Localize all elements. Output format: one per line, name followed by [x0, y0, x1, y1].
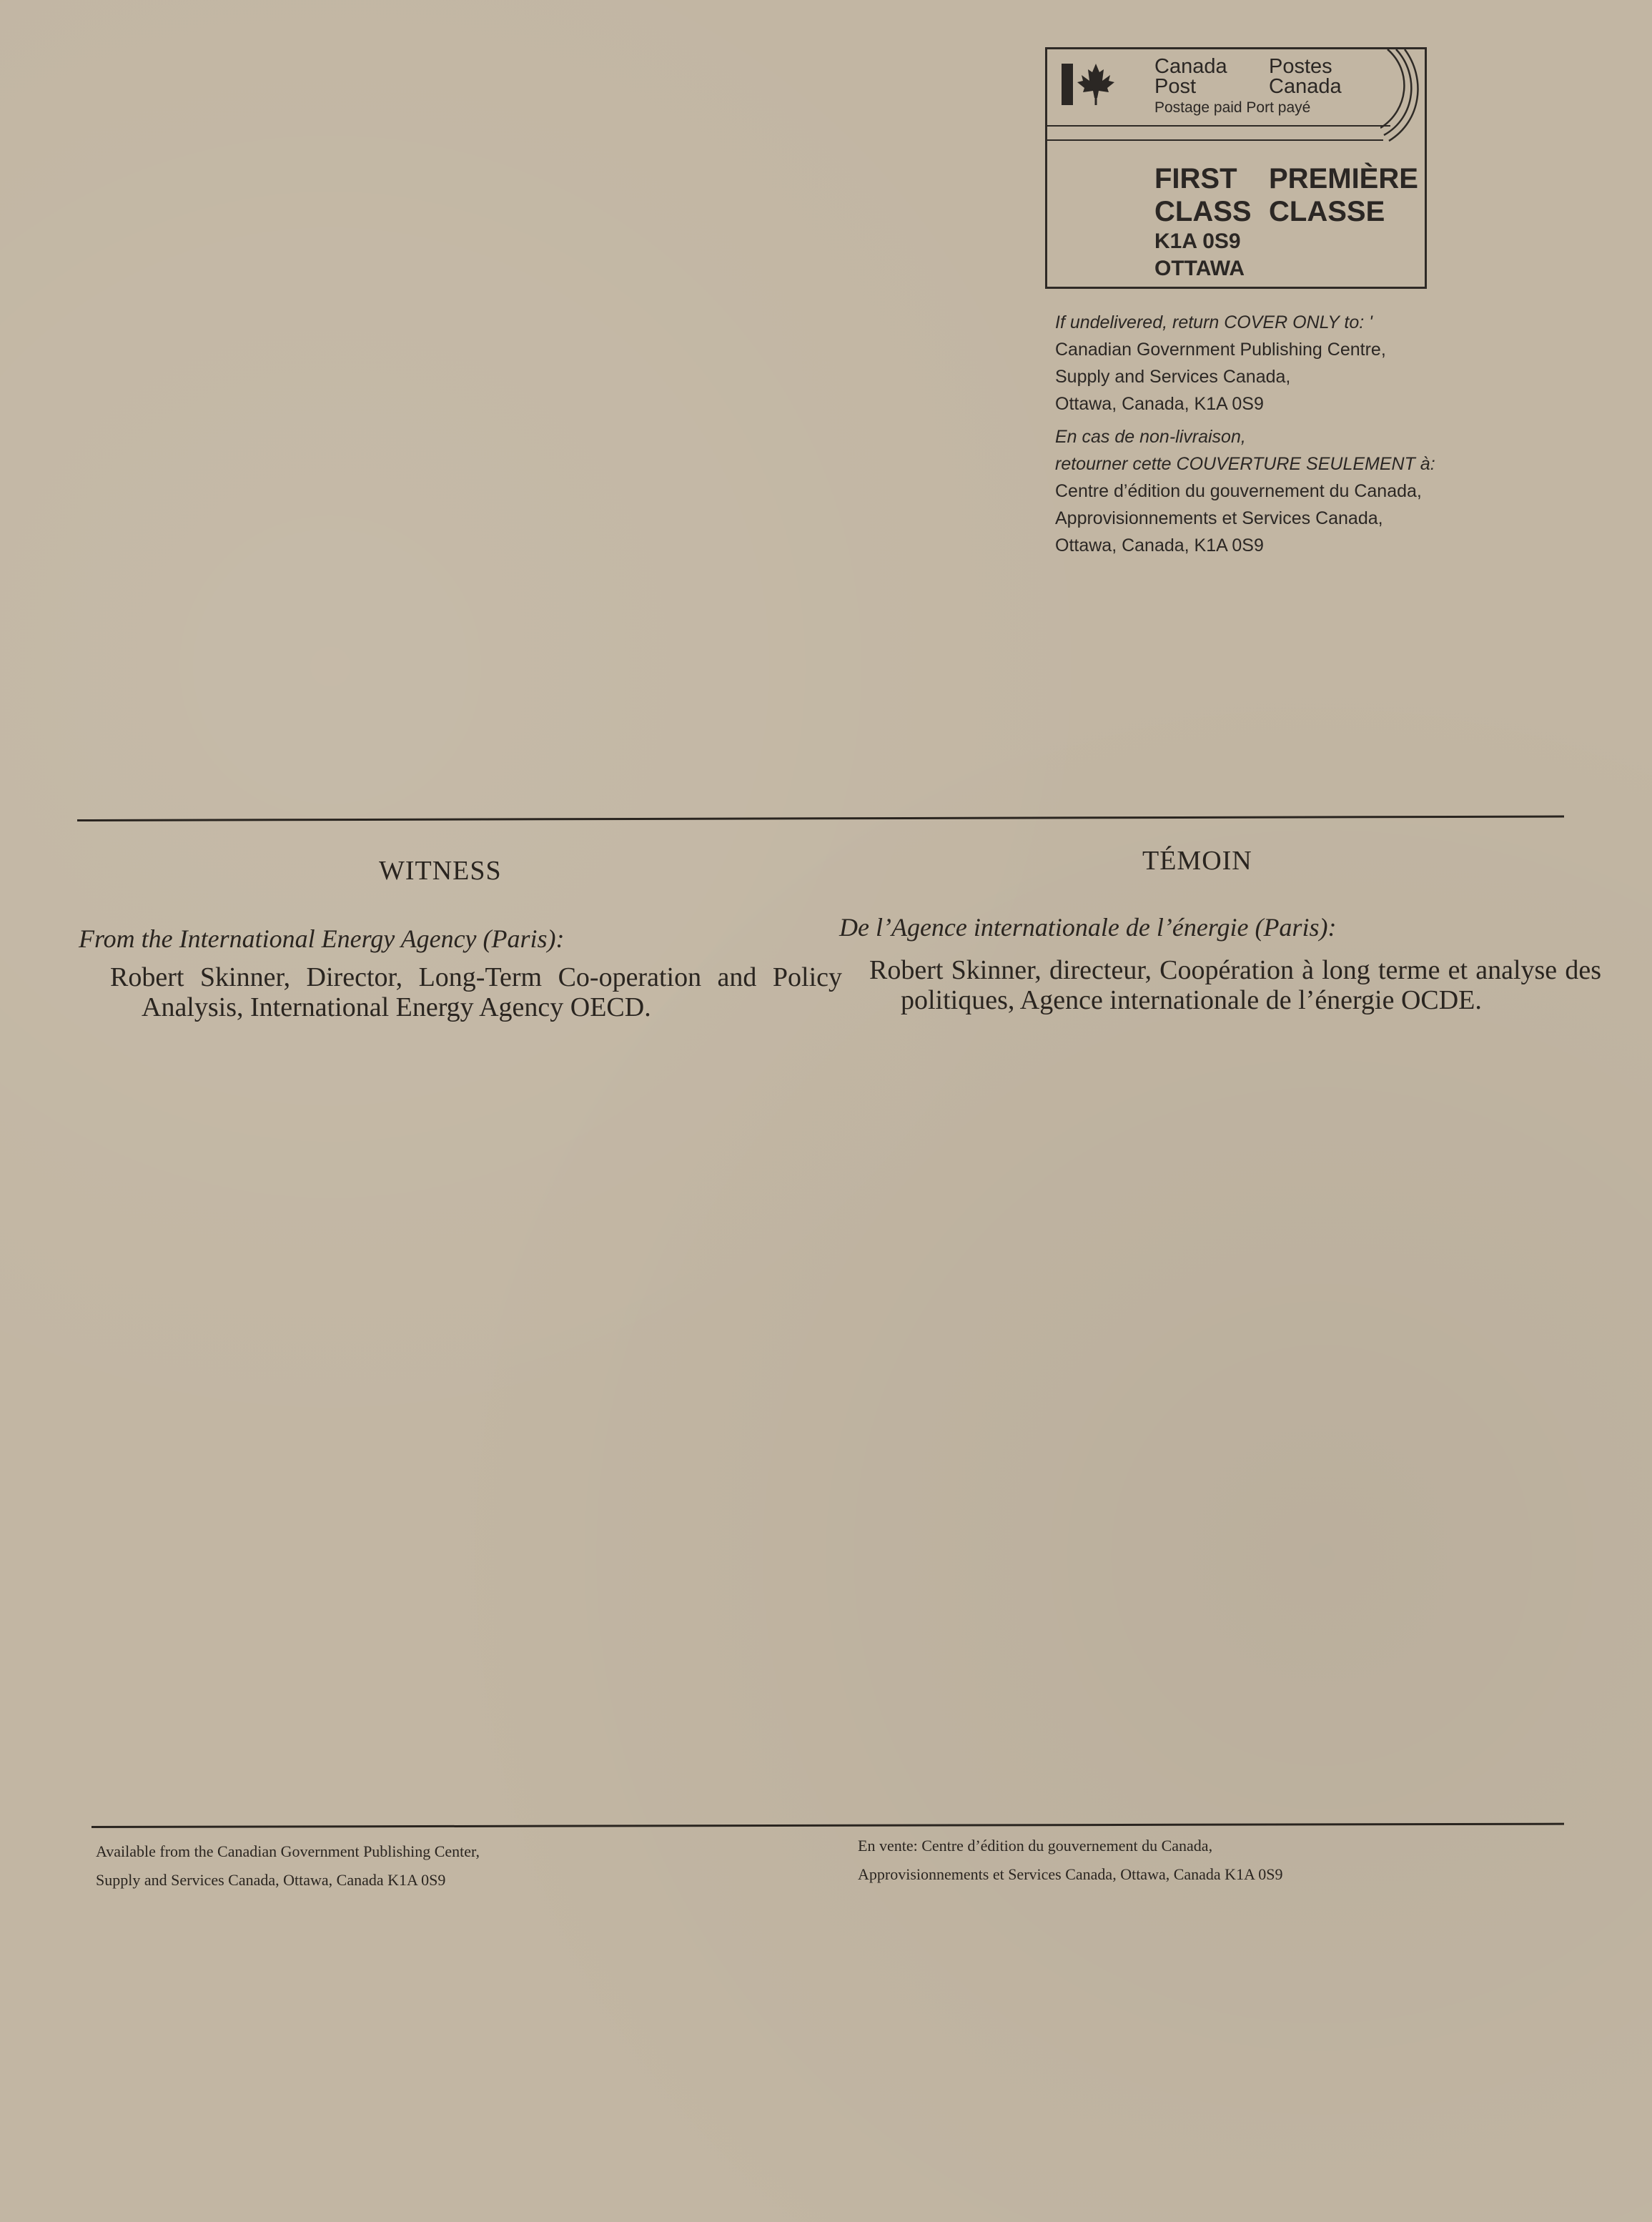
- class-premiere: PREMIÈRE: [1269, 163, 1418, 194]
- witness-heading-en: WITNESS: [379, 856, 502, 886]
- agency-fr: De l’Agence internationale de l’énergie (Paris):: [839, 913, 1337, 942]
- return-line: Ottawa, Canada, K1A 0S9: [1055, 394, 1264, 414]
- class-class: CLASS: [1154, 196, 1252, 227]
- return-line: Centre d’édition du gouvernement du Canada,: [1055, 481, 1422, 501]
- return-line: Canadian Government Publishing Centre,: [1055, 340, 1386, 360]
- return-address: [1055, 309, 1555, 559]
- return-line: Ottawa, Canada, K1A 0S9: [1055, 535, 1264, 556]
- indicia-rule: [1047, 125, 1390, 127]
- footer-line: Available from the Canadian Government Publishing Center,: [96, 1842, 480, 1860]
- return-line: Supply and Services Canada,: [1055, 367, 1291, 387]
- postal-city: OTTAWA: [1154, 257, 1245, 280]
- canada-en: Canada: [1154, 55, 1227, 78]
- section-divider: [77, 816, 1564, 821]
- footer-fr: [858, 1832, 1282, 1889]
- postage-paid: Postage paid Port payé: [1154, 99, 1311, 116]
- indicia-swoosh: [1380, 49, 1423, 142]
- return-intro-fr: retourner cette COUVERTURE SEULEMENT à:: [1055, 454, 1435, 474]
- witness-heading-fr: TÉMOIN: [1142, 846, 1252, 876]
- maple-leaf-icon: [1077, 62, 1114, 105]
- footer-line: Supply and Services Canada, Ottawa, Canada K1A 0S9: [96, 1871, 446, 1889]
- footer-line: Approvisionnements et Services Canada, Ottawa, Canada K1A 0S9: [858, 1865, 1283, 1883]
- footer-divider: [91, 1823, 1564, 1828]
- postal-code: K1A 0S9: [1154, 229, 1241, 253]
- indicia-rule: [1047, 139, 1383, 141]
- postes-fr: Postes: [1269, 55, 1332, 78]
- canada-post-name: [1154, 56, 1342, 97]
- postage-indicia: [1045, 47, 1427, 289]
- return-intro-fr: En cas de non-livraison,: [1055, 427, 1246, 447]
- footer-en: [96, 1837, 480, 1895]
- return-line: Approvisionnements et Services Canada,: [1055, 508, 1383, 528]
- witness-person-en: Robert Skinner, Director, Long-Term Co-operation and Policy Analysis, International Energy Agency OECD.: [110, 962, 842, 1022]
- return-intro-en: If undelivered, return COVER ONLY to: ': [1055, 312, 1372, 332]
- agency-en: From the International Energy Agency (Paris):: [79, 924, 565, 953]
- post-en: Post: [1154, 75, 1197, 98]
- witness-person-fr: Robert Skinner, directeur, Coopération à long terme et analyse des politiques, Agence internationale de l’énergie OCDE.: [869, 955, 1601, 1015]
- footer-line: En vente: Centre d’édition du gouvernement du Canada,: [858, 1837, 1213, 1855]
- mail-class: [1154, 162, 1418, 282]
- class-first: FIRST: [1154, 163, 1237, 194]
- class-classe: CLASSE: [1269, 196, 1385, 227]
- canada-flag-icon: [1062, 62, 1114, 107]
- canada-fr: Canada: [1269, 75, 1342, 98]
